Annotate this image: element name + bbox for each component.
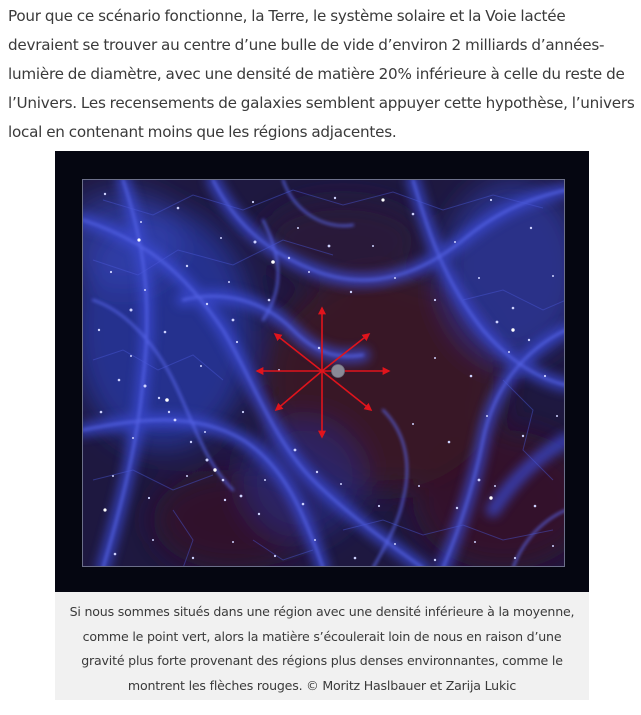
- cosmic-web-svg: [83, 180, 565, 567]
- article-paragraph: Pour que ce scénario fonctionne, la Terre, le système solaire et la Voie lactée devraient se trouver au centre d’une bulle de vide d’environ 2 milliards d’années-lumière de diamètre, avec une densité de matière 20% inférieure à celle du reste de l’Univers. Les recensements de galaxies semblent appuyer cette hypothèse, l’univers local en contenant moins que les régions adjacentes.: [8, 7, 635, 141]
- cosmic-web-image[interactable]: [82, 179, 565, 567]
- figure-frame: [55, 151, 589, 592]
- figure-caption: Si nous sommes situés dans une région avec une densité inférieure à la moyenne, comme le point vert, alors la matière s’écoulerait loin de nous en raison d’une gravité plus forte provenant des régions plus denses environnantes, comme le montrent les flèches rouges. © Moritz Haslbauer et Zarija Lukic: [55, 592, 589, 700]
- figure: [55, 151, 589, 700]
- center-dot: [332, 365, 345, 378]
